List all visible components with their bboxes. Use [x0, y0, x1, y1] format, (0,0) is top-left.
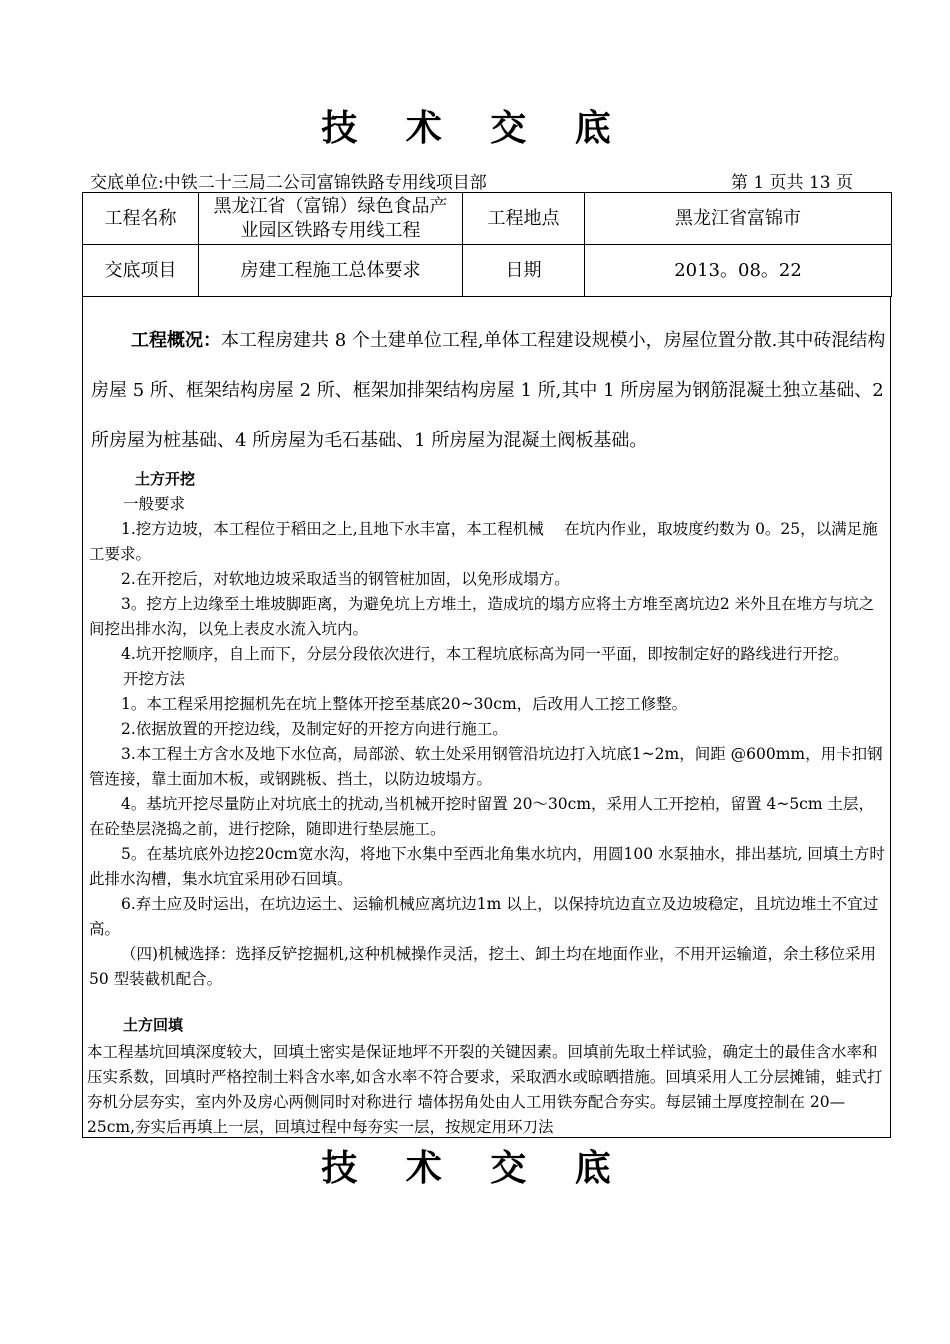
method-item-4: 4。基坑开挖尽量防止对坑底土的扰动,当机械开挖时留置 20～30cm，采用人工开挖柏，留置 4~5cm 土层，在砼垫层浇捣之前，进行挖除，随即进行垫层施工。	[89, 795, 874, 838]
document-title-repeat: 技 术 交 底	[321, 1147, 629, 1189]
date-value: 2013。08。22	[585, 245, 892, 297]
overview-heading: 工程概况：	[131, 330, 221, 351]
header-row-2	[83, 245, 892, 297]
header-row-1	[83, 193, 892, 245]
method-item-2: 2.依据放置的开挖边线，及制定好的开挖方向进行施工。	[121, 720, 508, 738]
content-box	[82, 296, 891, 1138]
item-label: 交底项目	[83, 245, 199, 297]
machine-selection: （四)机械选择：选择反铲挖掘机,这种机械操作灵活，挖土、卸土均在地面作业，不用开运输道，余土移位采用 50 型装截机配合。	[89, 945, 876, 988]
excavation-heading: 土方开挖	[135, 470, 196, 488]
meta-line	[90, 168, 853, 192]
general-item-4: 4.坑开挖顺序，自上而下，分层分段依次进行，本工程坑底标高为同一平面，即按制定好的路线进行开挖。	[121, 645, 849, 663]
project-name-label: 工程名称	[83, 193, 199, 245]
method-item-5: 5。在基坑底外边挖20cm宽水沟，将地下水集中至西北角集水坑内，用圆100 水泵抽水，排出基坑, 回填土方时此排水沟槽，集水坑宜采用砂石回填。	[89, 845, 885, 888]
issuing-unit: 交底单位:中铁二十三局二公司富锦铁路专用线项目部	[90, 173, 487, 193]
header-table	[82, 192, 892, 297]
overview-text: 本工程房建共 8 个土建单位工程,单体工程建设规模小，房屋位置分散.其中砖混结构房屋 5 所、框架结构房屋 2 所、框架加排架结构房屋 1 所,其中 1 所房屋为钢筋混凝土独立基础、2 所房屋为桩基础、4 所房屋为毛石基础、1 所房屋为混凝土阀板基础。	[91, 330, 886, 451]
location-label: 工程地点	[463, 193, 585, 245]
project-name-value: 黑龙江省（富锦）绿色食品产业园区铁路专用线工程	[199, 193, 463, 245]
method-item-1: 1。本工程采用挖掘机先在坑上整体开挖至基底20~30cm，后改用人工挖工修整。	[121, 695, 688, 713]
location-value: 黑龙江省富锦市	[585, 193, 892, 245]
general-requirements-title: 一般要求	[123, 495, 186, 513]
general-item-1: 1.挖方边坡，本工程位于稻田之上,且地下水丰富，本工程机械 在坑内作业，取坡度约数为 0。25，以满足施工要求。	[89, 520, 878, 563]
method-title: 开挖方法	[123, 670, 186, 688]
date-label: 日期	[463, 245, 585, 297]
general-item-3: 3。挖方上边缘至土堆坡脚距离，为避免坑上方堆土，造成坑的塌方应将土方堆至离坑边2 米外且在堆方与坑之间挖出排水沟，以免上表皮水流入坑内。	[89, 595, 875, 638]
method-item-6: 6.弃土应及时运出，在坑边运土、运输机械应离坑边1m 以上，以保持坑边直立及边坡稳定，且坑边堆土不宜过高。	[89, 895, 879, 938]
method-item-3: 3.本工程土方含水及地下水位高，局部淤、软土处采用钢管沿坑边打入坑底1~2m，间距 @600mm，用卡扣钢管连接，靠土面加木板，或钢跳板、挡土，以防边坡塌方。	[89, 745, 883, 788]
backfill-text: 本工程基坑回填深度较大，回填土密实是保证地坪不开裂的关键因素。回填前先取土样试验，确定土的最佳含水率和压实系数，回填时严格控制土料含水率,如含水率不符合要求，采取洒水或晾晒措施。回填采用人工分层摊铺，蛙式打夯机分层夯实，室内外及房心两侧同时对称进行 墙体拐角处由人工用铁夯配合夯实。每层铺土厚度控制在 20—25cm,夯实后再填上一层，回填过程中每夯实一层，按规定用环刀法	[87, 1043, 883, 1136]
backfill-heading: 土方回填	[123, 1016, 184, 1034]
page-number: 第 1 页共 13 页	[730, 173, 853, 193]
document-title: 技 术 交 底	[321, 107, 629, 149]
general-item-2: 2.在开挖后，对软地边坡采取适当的钢管桩加固，以免形成塌方。	[121, 570, 570, 588]
overview-paragraph	[91, 316, 886, 466]
item-value: 房建工程施工总体要求	[199, 245, 463, 297]
